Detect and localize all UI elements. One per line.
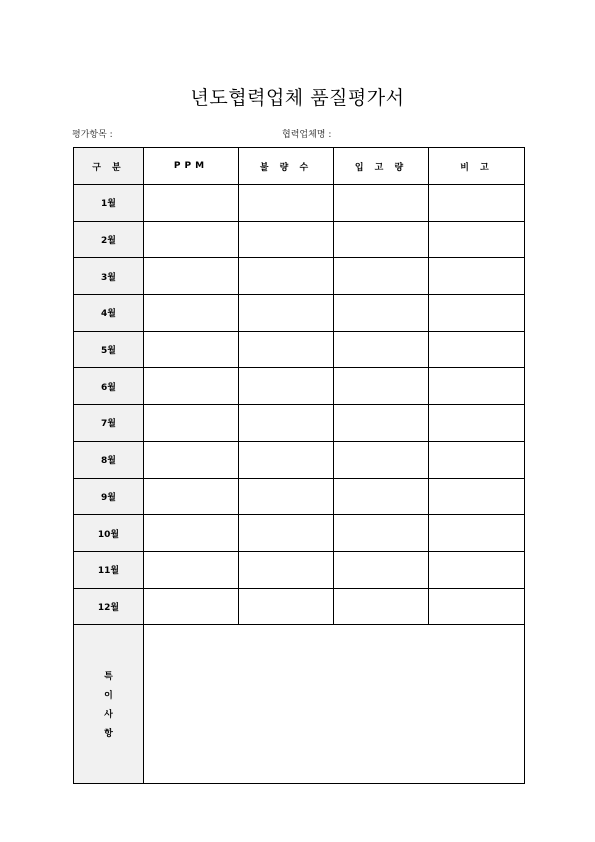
special-notes-label <box>74 625 144 784</box>
receipt-quantity-cell[interactable] <box>334 368 429 405</box>
month-label: 6월 <box>74 368 144 405</box>
special-notes-row <box>74 625 525 784</box>
ppm-cell[interactable] <box>144 441 239 478</box>
month-label: 11월 <box>74 551 144 588</box>
month-label: 5월 <box>74 331 144 368</box>
month-label: 7월 <box>74 405 144 442</box>
defect-count-cell[interactable] <box>239 185 334 222</box>
remarks-cell[interactable] <box>429 295 525 332</box>
table-row <box>74 185 525 222</box>
remarks-cell[interactable] <box>429 478 525 515</box>
table-row <box>74 551 525 588</box>
receipt-quantity-cell[interactable] <box>334 331 429 368</box>
ppm-cell[interactable] <box>144 258 239 295</box>
table-body <box>74 185 525 784</box>
ppm-cell[interactable] <box>144 368 239 405</box>
receipt-quantity-cell[interactable] <box>334 515 429 552</box>
remarks-cell[interactable] <box>429 258 525 295</box>
ppm-cell[interactable] <box>144 551 239 588</box>
table-row <box>74 368 525 405</box>
receipt-quantity-cell[interactable] <box>334 258 429 295</box>
receipt-quantity-cell[interactable] <box>334 551 429 588</box>
receipt-quantity-cell[interactable] <box>334 588 429 625</box>
remarks-cell[interactable] <box>429 441 525 478</box>
table-row <box>74 515 525 552</box>
receipt-quantity-cell[interactable] <box>334 405 429 442</box>
month-label: 12월 <box>74 588 144 625</box>
defect-count-cell[interactable] <box>239 588 334 625</box>
table-row <box>74 331 525 368</box>
table-row <box>74 258 525 295</box>
remarks-cell[interactable] <box>429 331 525 368</box>
special-notes-char: 이 <box>104 691 113 702</box>
header-receipt-quantity: 입 고 량 <box>334 148 429 185</box>
defect-count-cell[interactable] <box>239 441 334 478</box>
defect-count-cell[interactable] <box>239 295 334 332</box>
header-ppm: PPM <box>144 148 239 185</box>
remarks-cell[interactable] <box>429 515 525 552</box>
remarks-cell[interactable] <box>429 221 525 258</box>
receipt-quantity-cell[interactable] <box>334 295 429 332</box>
ppm-cell[interactable] <box>144 221 239 258</box>
table-row <box>74 588 525 625</box>
ppm-cell[interactable] <box>144 185 239 222</box>
eval-item-label: 평가항목 : <box>72 130 113 140</box>
receipt-quantity-cell[interactable] <box>334 478 429 515</box>
header-defect-count: 불 량 수 <box>239 148 334 185</box>
ppm-cell[interactable] <box>144 295 239 332</box>
special-notes-char: 특 <box>104 672 113 683</box>
defect-count-cell[interactable] <box>239 478 334 515</box>
remarks-cell[interactable] <box>429 185 525 222</box>
defect-count-cell[interactable] <box>239 405 334 442</box>
header-category: 구 분 <box>74 148 144 185</box>
remarks-cell[interactable] <box>429 588 525 625</box>
month-label: 2월 <box>74 221 144 258</box>
ppm-cell[interactable] <box>144 405 239 442</box>
table-row <box>74 405 525 442</box>
table-header-row <box>74 148 525 185</box>
table-row <box>74 295 525 332</box>
defect-count-cell[interactable] <box>239 368 334 405</box>
receipt-quantity-cell[interactable] <box>334 441 429 478</box>
defect-count-cell[interactable] <box>239 515 334 552</box>
document-title: 년도협력업체 품질평가서 <box>190 87 405 109</box>
defect-count-cell[interactable] <box>239 551 334 588</box>
quality-evaluation-table <box>73 147 525 784</box>
table-row <box>74 441 525 478</box>
table-row <box>74 221 525 258</box>
table-row <box>74 478 525 515</box>
ppm-cell[interactable] <box>144 588 239 625</box>
special-notes-field[interactable] <box>144 625 525 784</box>
month-label: 4월 <box>74 295 144 332</box>
remarks-cell[interactable] <box>429 368 525 405</box>
defect-count-cell[interactable] <box>239 331 334 368</box>
month-label: 9월 <box>74 478 144 515</box>
defect-count-cell[interactable] <box>239 258 334 295</box>
ppm-cell[interactable] <box>144 478 239 515</box>
ppm-cell[interactable] <box>144 515 239 552</box>
special-notes-char: 사 <box>104 710 113 721</box>
receipt-quantity-cell[interactable] <box>334 185 429 222</box>
month-label: 3월 <box>74 258 144 295</box>
header-remarks: 비 고 <box>429 148 525 185</box>
month-label: 1월 <box>74 185 144 222</box>
ppm-cell[interactable] <box>144 331 239 368</box>
company-name-label: 협력업체명 : <box>282 130 332 140</box>
month-label: 10월 <box>74 515 144 552</box>
special-notes-char: 항 <box>104 729 113 740</box>
month-label: 8월 <box>74 441 144 478</box>
remarks-cell[interactable] <box>429 405 525 442</box>
defect-count-cell[interactable] <box>239 221 334 258</box>
receipt-quantity-cell[interactable] <box>334 221 429 258</box>
remarks-cell[interactable] <box>429 551 525 588</box>
